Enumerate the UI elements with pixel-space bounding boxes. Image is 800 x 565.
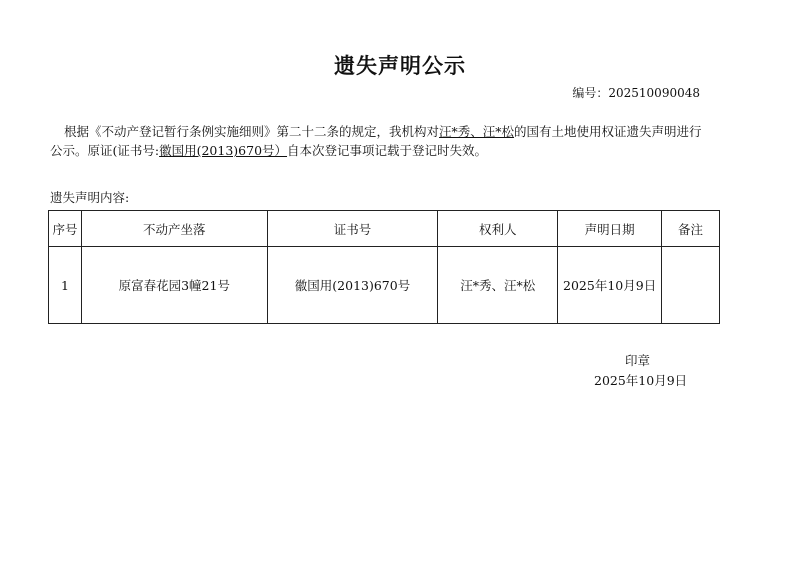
- cell-location: 原富春花园3幢21号: [81, 247, 267, 324]
- document-number-value: 202510090048: [608, 86, 700, 100]
- section-label: 遗失声明内容:: [50, 190, 130, 205]
- table-header-row: [49, 211, 720, 247]
- loss-declaration-table: [48, 210, 720, 324]
- paragraph-part3: 自本次登记事项记载于登记时失效。: [287, 143, 488, 158]
- header-location: 不动产坐落: [81, 211, 267, 247]
- cell-rights-holder: 汪*秀、汪*松: [438, 247, 558, 324]
- header-remarks: 备注: [662, 211, 720, 247]
- paragraph-cert-no: 徽国用(2013)670号）: [159, 143, 288, 158]
- seal-date: 2025年10月9日: [594, 373, 688, 388]
- paragraph-part2: 的国有土地使用权证遗失声明进行公示。原证(证书号:: [50, 124, 702, 158]
- announcement-paragraph: [50, 122, 710, 160]
- paragraph-owners: 汪*秀、汪*松: [439, 124, 515, 139]
- cell-certificate-no: 徽国用(2013)670号: [267, 247, 438, 324]
- document-number: [572, 84, 700, 101]
- header-index: 序号: [49, 211, 82, 247]
- paragraph-part1: 根据《不动产登记暂行条例实施细则》第二十二条的规定，我机构对: [64, 124, 440, 139]
- cell-remarks: [662, 247, 720, 324]
- cell-index: 1: [49, 247, 82, 324]
- header-rights-holder: 权利人: [438, 211, 558, 247]
- document-number-label: 编号：: [572, 86, 609, 100]
- page-title: 遗失声明公示: [334, 53, 466, 78]
- cell-declaration-date: 2025年10月9日: [558, 247, 662, 324]
- seal-label: 印章: [625, 353, 651, 368]
- header-declaration-date: 声明日期: [558, 211, 662, 247]
- table-row: [49, 247, 720, 324]
- header-certificate-no: 证书号: [267, 211, 438, 247]
